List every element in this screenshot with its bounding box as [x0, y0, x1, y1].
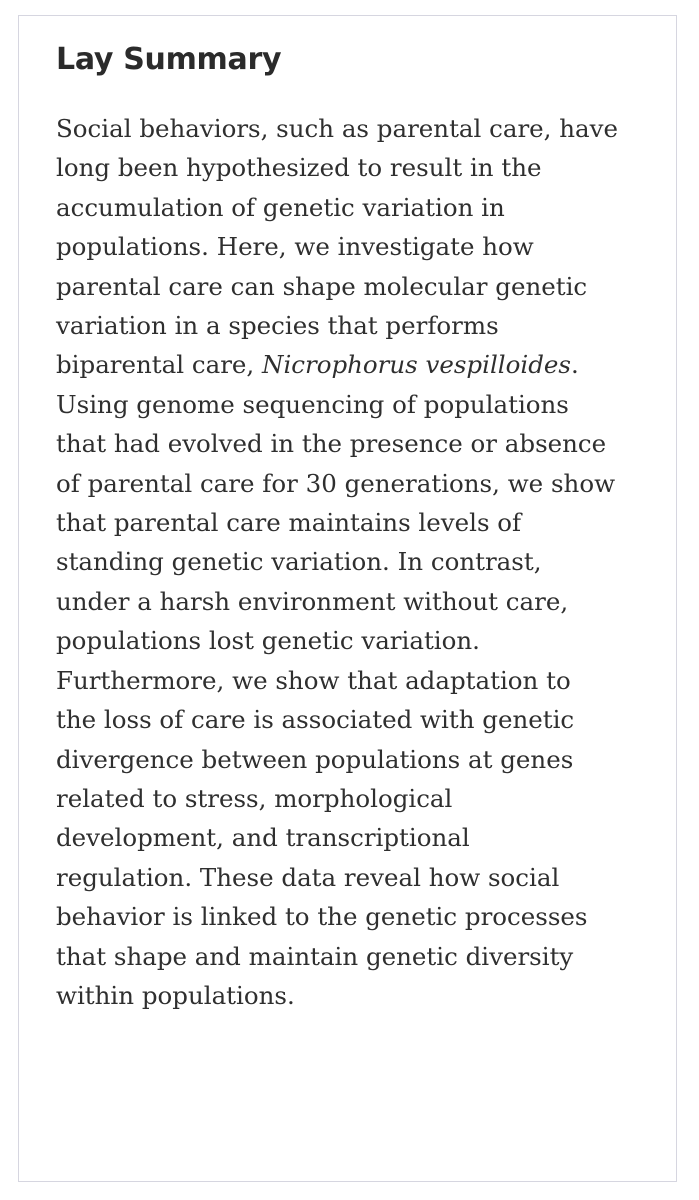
species-line-suffix: .	[570, 350, 579, 380]
lay-summary-card	[18, 15, 677, 1182]
text-line: that parental care maintains levels of	[56, 508, 522, 538]
text-line: regulation. These data reveal how social	[56, 862, 560, 892]
text-line: Social behaviors, such as parental care, have	[56, 114, 618, 143]
text-line: behavior is linked to the genetic processes	[56, 902, 588, 932]
text-line: populations lost genetic variation.	[56, 626, 480, 656]
section-title: Lay Summary	[56, 42, 282, 77]
text-line: standing genetic variation. In contrast,	[56, 547, 542, 577]
text-line: of parental care for 30 generations, we show	[56, 468, 616, 498]
text-line: that shape and maintain genetic diversity	[56, 941, 574, 971]
text-line: divergence between populations at genes	[56, 744, 574, 774]
text-line: development, and transcriptional	[56, 823, 470, 853]
text-line: related to stress, morphological	[56, 783, 453, 813]
text-line: that had evolved in the presence or absence	[56, 429, 607, 459]
text-line: long been hypothesized to result in the	[56, 153, 542, 183]
text-line: parental care can shape molecular genetic	[56, 271, 588, 301]
text-line: Furthermore, we show that adaptation to	[56, 665, 571, 695]
species-name: Nicrophorus vespilloides	[262, 350, 571, 380]
species-line-prefix: biparental care,	[56, 350, 262, 380]
species-text-line	[56, 345, 656, 384]
summary-paragraph	[56, 109, 656, 1015]
text-line: populations. Here, we investigate how	[56, 232, 534, 262]
text-line: the loss of care is associated with genetic	[56, 705, 575, 735]
text-line: accumulation of genetic variation in	[56, 192, 505, 222]
text-line: variation in a species that performs	[56, 311, 499, 341]
text-line: under a harsh environment without care,	[56, 586, 569, 616]
text-line: Using genome sequencing of populations	[56, 389, 569, 419]
text-line: within populations.	[56, 980, 295, 1010]
